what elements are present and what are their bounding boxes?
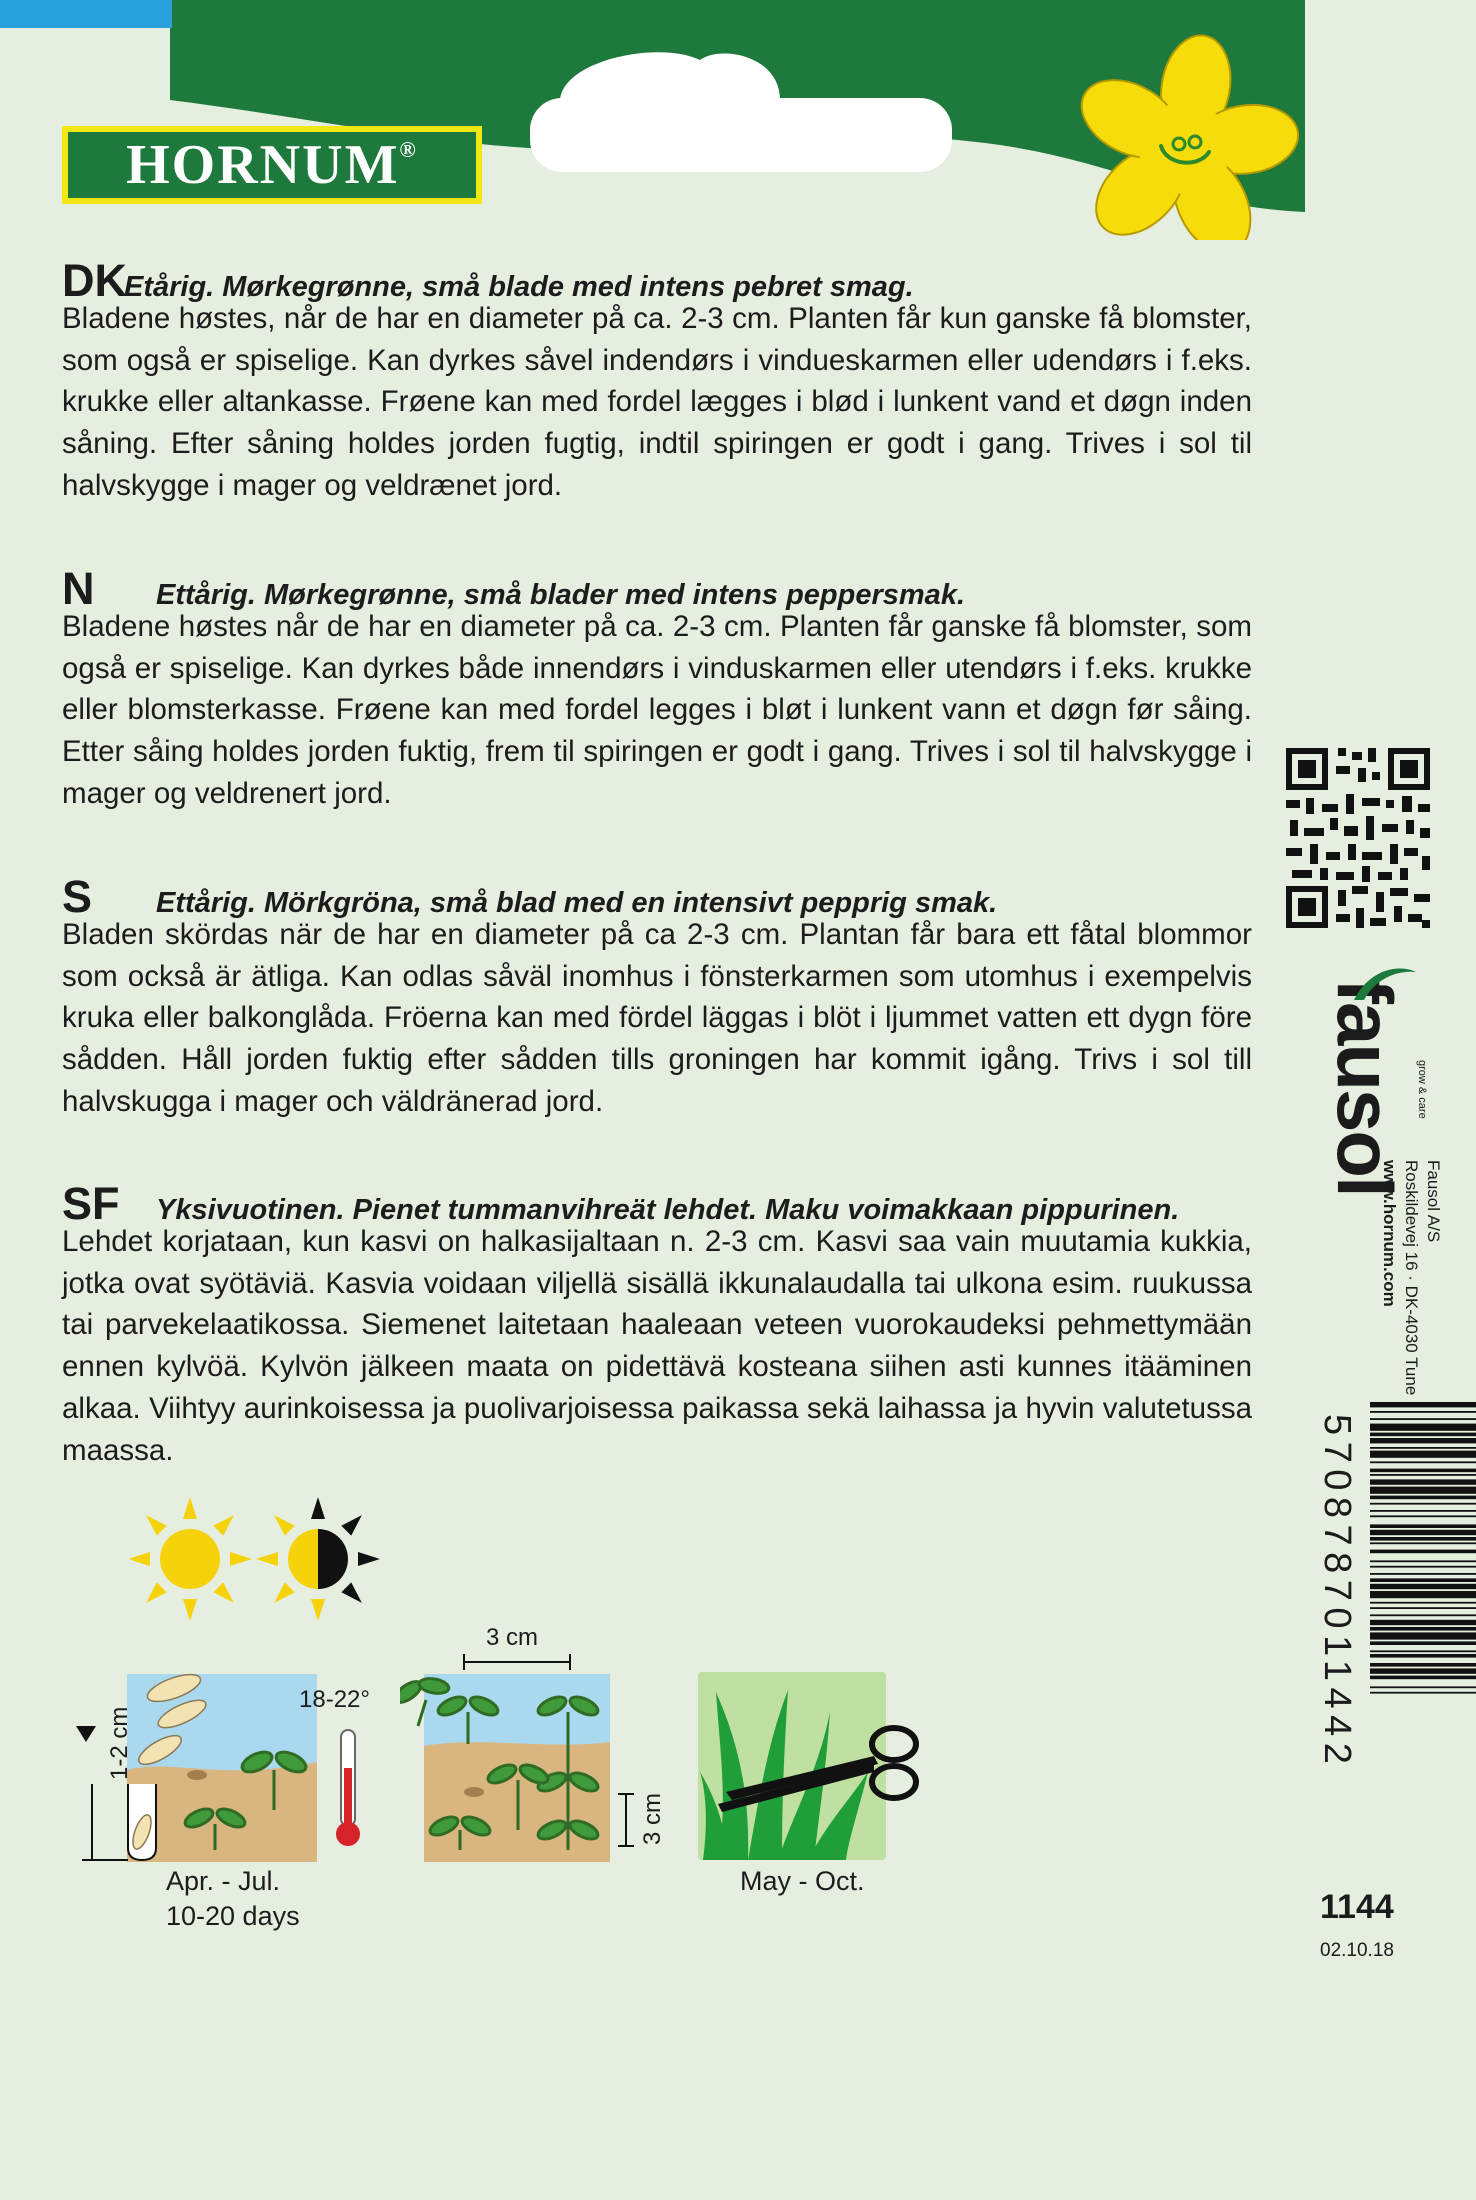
qr-code — [1286, 748, 1430, 928]
lang-code: DK — [62, 255, 127, 306]
harvest-period: May - Oct. — [740, 1866, 865, 1896]
website: www.hornum.com — [1380, 1160, 1399, 1307]
lang-code: S — [62, 871, 93, 922]
temperature-label: 18-22° — [299, 1686, 370, 1713]
section-body: Bladene høstes, når de har en diameter på ca. 2-3 cm. Planten får kun ganske få blomster, som også er spiselige. Kan dyrkes såvel indendørs i vindueskarmen eller udendørs i f.eks. krukke eller altankasse. Frøene kan med fordel lægges i blød i lunkent vand et døgn inden såning. Efter såning holdes jorden fugtig, indtil spiringen er godt i gang. Trives i sol til halvskygge i mager og veldrænet jord. — [62, 302, 1252, 502]
section-dk — [62, 255, 1252, 507]
header-banner — [0, 0, 1476, 240]
print-date: 02.10.18 — [1320, 1940, 1394, 1961]
section-subtitle: Yksivuotinen. Pienet tummanvihreät lehdet. Maku voimakkaan pippurinen. — [156, 1194, 1180, 1226]
section-n — [62, 563, 1252, 815]
section-body: Bladene høstes når de har en diameter på ca. 2-3 cm. Planten får ganske få blomster, som også er spiselige. Kan dyrkes både innendørs i vinduskarmen eller utendørs i f.eks. krukke eller blomsterkasse. Frøene kan med fordel legges i bløt i lunkent vann et døgn før såing. Etter såing holdes jorden fuktig, frem til spiringen er godt i gang. Trives i sol til halvskygge i mager og veldrenert jord. — [62, 610, 1252, 810]
street-address: Roskildevej 16 · DK-4030 Tune — [1402, 1160, 1421, 1396]
thinning-depth-label: 3 cm — [639, 1792, 666, 1845]
hornum-logo — [62, 126, 482, 204]
spacing-label: 3 cm — [486, 1624, 539, 1651]
section-body: Lehdet korjataan, kun kasvi on halkasijaltaan n. 2-3 cm. Kasvi saa vain muutamia kukkia, jotka ovat syötäviä. Kasvia voidaan viljellä sisällä ikkunalaudalla tai ulkona esim. ruukussa tai parvekelaatikossa. Siemenet laitetaan haaleaan veteen vuorokaudeksi pehmettymään ennen kylvöä. Kylvön jälkeen maata on pidettävä kosteana siihen asti kunnes itääminen alkaa. Viihtyy aurinkoisessa ja puolivarjoisessa paikassa sekä laihassa ja hyvin valutetussa maassa. — [62, 1225, 1252, 1467]
depth-label: 1-2 cm — [106, 1706, 133, 1780]
fausol-tagline: grow & care — [1416, 1060, 1428, 1119]
section-body: Bladen skördas när de har en diameter på ca 2-3 cm. Plantan får bara ett fåtal blommor som också är ätliga. Kan odlas såväl inomhus i fönsterkarmen som utomhus i exempelvis kruka eller balkonglåda. Fröerna kan med fördel läggas i blöt i ljummet vatten ett dygn före sådden. Håll jorden fuktig efter sådden tills groningen har kommit igång. Trivs i sol till halvskugga i mager och väldränerad jord. — [62, 918, 1252, 1118]
section-subtitle: Ettårig. Mörkgröna, små blad med en intensivt pepprig smak. — [156, 887, 998, 919]
section-sf — [62, 1178, 1252, 1471]
registered-mark: ® — [399, 137, 418, 162]
germination-days: 10-20 days — [166, 1901, 300, 1931]
section-subtitle: Ettårig. Mørkegrønne, små blader med intens peppersmak. — [156, 579, 965, 611]
sowing-period: Apr. - Jul. — [166, 1866, 281, 1896]
sun-icons — [130, 1495, 390, 1630]
thermometer-icon — [333, 1728, 363, 1850]
barcode-number: 5708787011442 — [1316, 1414, 1358, 1771]
full-sun-icon — [130, 1497, 252, 1621]
brand-name: HORNUM — [126, 134, 400, 196]
item-number: 1144 — [1320, 1888, 1394, 1926]
half-shade-sun-icon — [256, 1497, 380, 1621]
lang-code: SF — [62, 1178, 120, 1229]
section-s — [62, 871, 1252, 1123]
fausol-swoosh-icon — [1350, 964, 1420, 1004]
company-address — [1378, 1160, 1444, 1395]
lang-code: N — [62, 563, 95, 614]
harvest-illustration — [698, 1672, 928, 1868]
section-subtitle: Etårig. Mørkegrønne, små blade med intens pebret smag. — [124, 271, 914, 303]
fausol-wordmark: fausol — [1321, 978, 1409, 1196]
company-name: Fausol A/S — [1424, 1160, 1443, 1243]
